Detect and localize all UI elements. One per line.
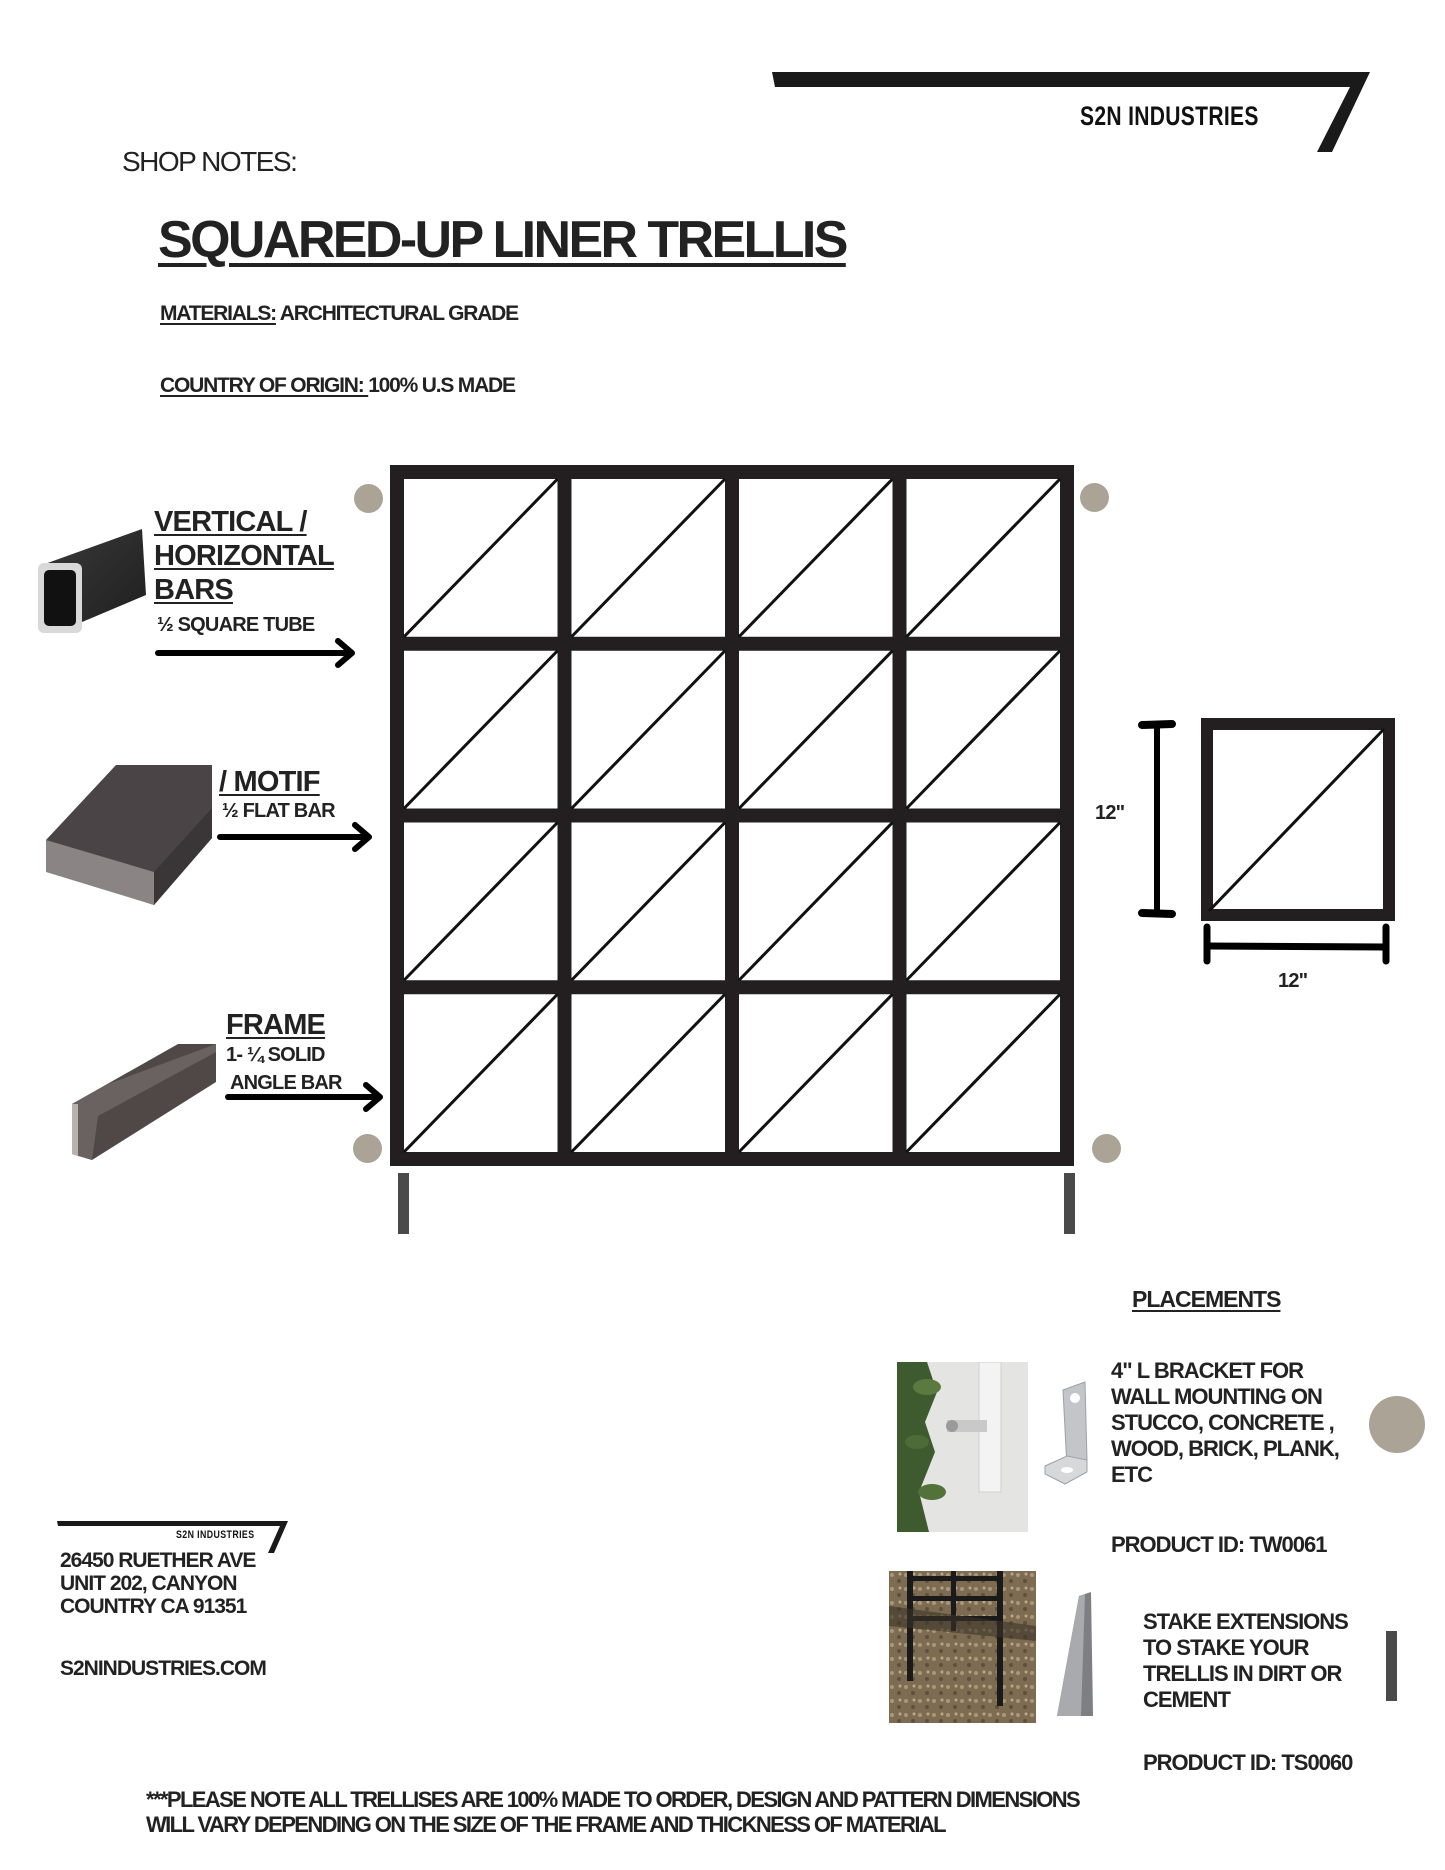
brand-name: S2N INDUSTRIES: [1080, 101, 1259, 131]
l-bracket-icon: [1043, 1380, 1093, 1488]
stake-description: STAKE EXTENSIONS TO STAKE YOUR TRELLIS IN DIRT OR CEMENT: [1143, 1609, 1348, 1712]
material-spec-frame-line1: 1- ¼ SOLID: [226, 1044, 325, 1066]
mount-point-top-right: [1080, 483, 1109, 512]
material-spec-flat-bar: ½ FLAT BAR: [222, 800, 335, 822]
bracket-product-id: PRODUCT ID: TW0061: [1111, 1532, 1327, 1557]
stake-icon: [1055, 1592, 1097, 1720]
material-heading-square-tube: VERTICAL / HORIZONTAL BARS: [154, 506, 334, 606]
section-label: SHOP NOTES:: [122, 146, 297, 177]
materials-value: ARCHITECTURAL GRADE: [275, 302, 518, 325]
footer-brand-name: S2N INDUSTRIES: [176, 1529, 255, 1541]
disclaimer-note: ***PLEASE NOTE ALL TRELLISES ARE 100% MADE TO ORDER, DESIGN AND PATTERN DIMENSIONS WILL VARY DEPENDING ON THE SIZE OF THE FRAME AND THICKNESS OF MATERIAL: [146, 1787, 1080, 1837]
company-address: 26450 RUETHER AVE UNIT 202, CANYON COUNTRY CA 91351: [60, 1549, 256, 1618]
placements-heading: PLACEMENTS: [1132, 1286, 1281, 1312]
mount-point-bottom-left: [353, 1134, 382, 1163]
stake-product-id: PRODUCT ID: TS0060: [1143, 1750, 1353, 1775]
material-heading-flat-bar: / MOTIF: [219, 766, 320, 798]
origin-label: COUNTRY OF ORIGIN:: [160, 374, 369, 397]
placement-mount-dot: [1369, 1396, 1425, 1453]
wall-bracket-photo: [897, 1362, 1028, 1532]
materials-label: MATERIALS:: [160, 302, 276, 325]
company-website-link[interactable]: S2NINDUSTRIES.COM: [60, 1657, 266, 1680]
material-heading-frame: FRAME: [226, 1009, 326, 1041]
stake-right: [1064, 1173, 1075, 1234]
mount-point-bottom-right: [1092, 1134, 1121, 1163]
stake-photo: [889, 1571, 1036, 1723]
material-spec-frame-line2: ANGLE BAR: [230, 1072, 342, 1094]
stake-indicator: [1386, 1631, 1397, 1701]
origin-value: 100% U.S MADE: [368, 374, 515, 397]
cell-width-label: 12": [1278, 970, 1308, 992]
stake-left: [398, 1173, 409, 1234]
cell-dimension-diagram: [1130, 705, 1400, 965]
material-spec-square-tube: ½ SQUARE TUBE: [157, 614, 315, 636]
mount-point-top-left: [354, 484, 383, 513]
cell-height-label: 12": [1095, 802, 1125, 824]
bracket-description: 4" L BRACKET FOR WALL MOUNTING ON STUCCO, CONCRETE , WOOD, BRICK, PLANK, ETC: [1111, 1358, 1339, 1487]
page-title: SQUARED-UP LINER TRELLIS: [158, 211, 846, 269]
